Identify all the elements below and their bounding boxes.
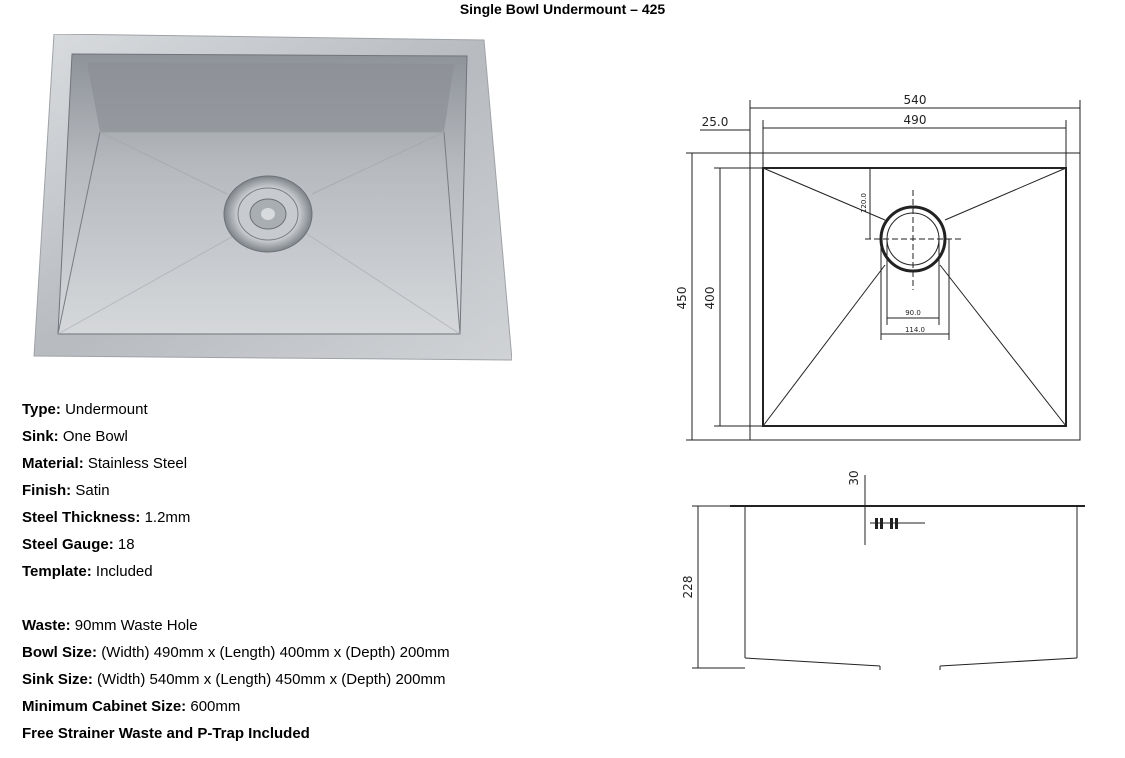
dim-flange: 25.0 [701,115,729,129]
spec-list [22,396,582,747]
spec-bowl-size: Bowl Size: (Width) 490mm x (Length) 400mm x (Depth) 200mm [22,644,450,661]
dim-width-inner: 490 [903,113,927,127]
dim-length-inner: 400 [703,286,717,310]
free-included-line: Free Strainer Waste and P-Trap Included [22,725,310,742]
spec-type: Type: Undermount [22,401,148,418]
dim-drain-inner: 90.0 [905,309,921,317]
dim-drain-outer: 114.0 [904,326,926,334]
dim-width-outer: 540 [903,93,927,107]
spec-waste: Waste: 90mm Waste Hole [22,617,198,634]
dim-length-outer: 450 [675,286,689,310]
page-title: Single Bowl Undermount – 425 [459,1,666,17]
dim-drain-offset: 120.0 [860,192,868,214]
spec-sink: Sink: One Bowl [22,428,128,445]
spec-template: Template: Included [22,563,153,580]
spacer [22,585,582,612]
spec-min-cabinet: Minimum Cabinet Size: 600mm [22,698,241,715]
spec-steel-gauge: Steel Gauge: 18 [22,536,135,553]
dim-depth: 228 [681,575,695,599]
spec-steel-thickness: Steel Thickness: 1.2mm [22,509,191,526]
spec-material: Material: Stainless Steel [22,455,188,472]
spec-finish: Finish: Satin [22,482,110,499]
dim-flange-height: 30 [847,470,861,486]
technical-drawing [670,90,1100,680]
sink-photo [32,34,512,364]
spec-sink-size: Sink Size: (Width) 540mm x (Length) 450mm x (Depth) 200mm [22,671,446,688]
sink-outline-top [750,153,1080,440]
